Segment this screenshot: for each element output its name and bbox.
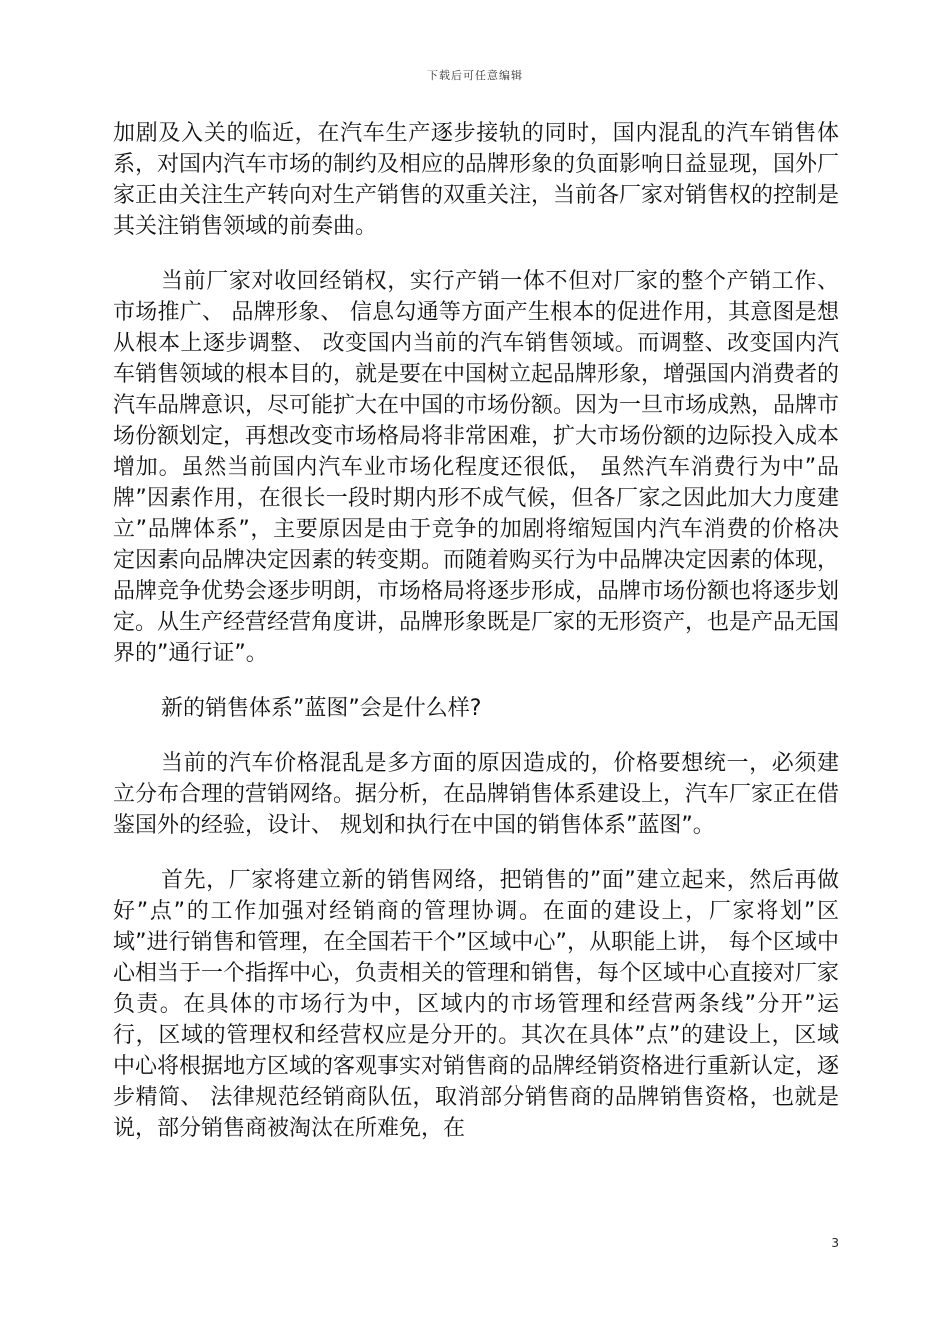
page-number: 3	[831, 1236, 839, 1250]
paragraph-1: 加剧及入关的临近，在汽车生产逐步接轨的同时，国内混乱的汽车销售体系，对国内汽车市场的制约及相应的品牌形象的负面影响日益显现，国外厂家正由关注生产转向对生产销售的双重关注，当前各厂家对销售权的控制是其关注销售领域的前奏曲。	[113, 121, 840, 239]
page-header: 下载后可任意编辑	[427, 69, 523, 82]
paragraph-3-heading: 新的销售体系”蓝图”会是什么样?	[161, 696, 482, 721]
paragraph-2: 当前厂家对收回经销权，实行产销一体不但对厂家的整个产销工作、 市场推广、 品牌形象、 信息勾通等方面产生根本的促进作用，其意图是想从根本上逐步调整、 改变国内当前的汽车销售领域。而调整、改变国内汽车销售领域的根本目的，就是要在中国树立起品牌形象，增强国内消费者的汽车品牌意识，尽可能扩大在中国的市场份额。因为一旦市场成熟，品牌市场份额划定，再想改变市场格局将非常困难，扩大市场份额的边际投入成本增加。虽然当前国内汽车业市场化程度还很低， 虽然汽车消费行为中”品牌”因素作用，在很长一段时期内形不成气候，但各厂家之因此加大力度建立”品牌体系”，主要原因是由于竞争的加剧将缩短国内汽车消费的价格决定因素向品牌决定因素的转变期。而随着购买行为中品牌决定因素的体现，品牌竞争优势会逐步明朗，市场格局将逐步形成，品牌市场份额也将逐步划定。从生产经营经营角度讲，品牌形象既是厂家的无形资产，也是产品无国界的”通行证”。	[113, 269, 840, 666]
paragraph-4: 当前的汽车价格混乱是多方面的原因造成的，价格要想统一，必须建立分布合理的营销网络。据分析，在品牌销售体系建设上，汽车厂家正在借鉴国外的经验，设计、 规划和执行在中国的销售体系”蓝图”。	[113, 751, 840, 838]
document-body	[113, 118, 839, 1168]
paragraph-5: 首先，厂家将建立新的销售网络，把销售的”面”建立起来，然后再做好”点”的工作加强对经销商的管理协调。在面的建设上，厂家将划”区域”进行销售和管理，在全国若干个”区域中心”，从职能上讲， 每个区域中心相当于一个指挥中心，负责相关的管理和销售，每个区域中心直接对厂家负责。在具体的市场行为中，区域内的市场管理和经营两条线”分开”运行，区域的管理权和经营权应是分开的。其次在具体”点”的建设上，区域中心将根据地方区域的客观事实对销售商的品牌经销资格进行重新认定，逐步精简、 法律规范经销商队伍，取消部分销售商的品牌销售资格，也就是说，部分销售商被淘汰在所难免，在	[113, 868, 840, 1141]
